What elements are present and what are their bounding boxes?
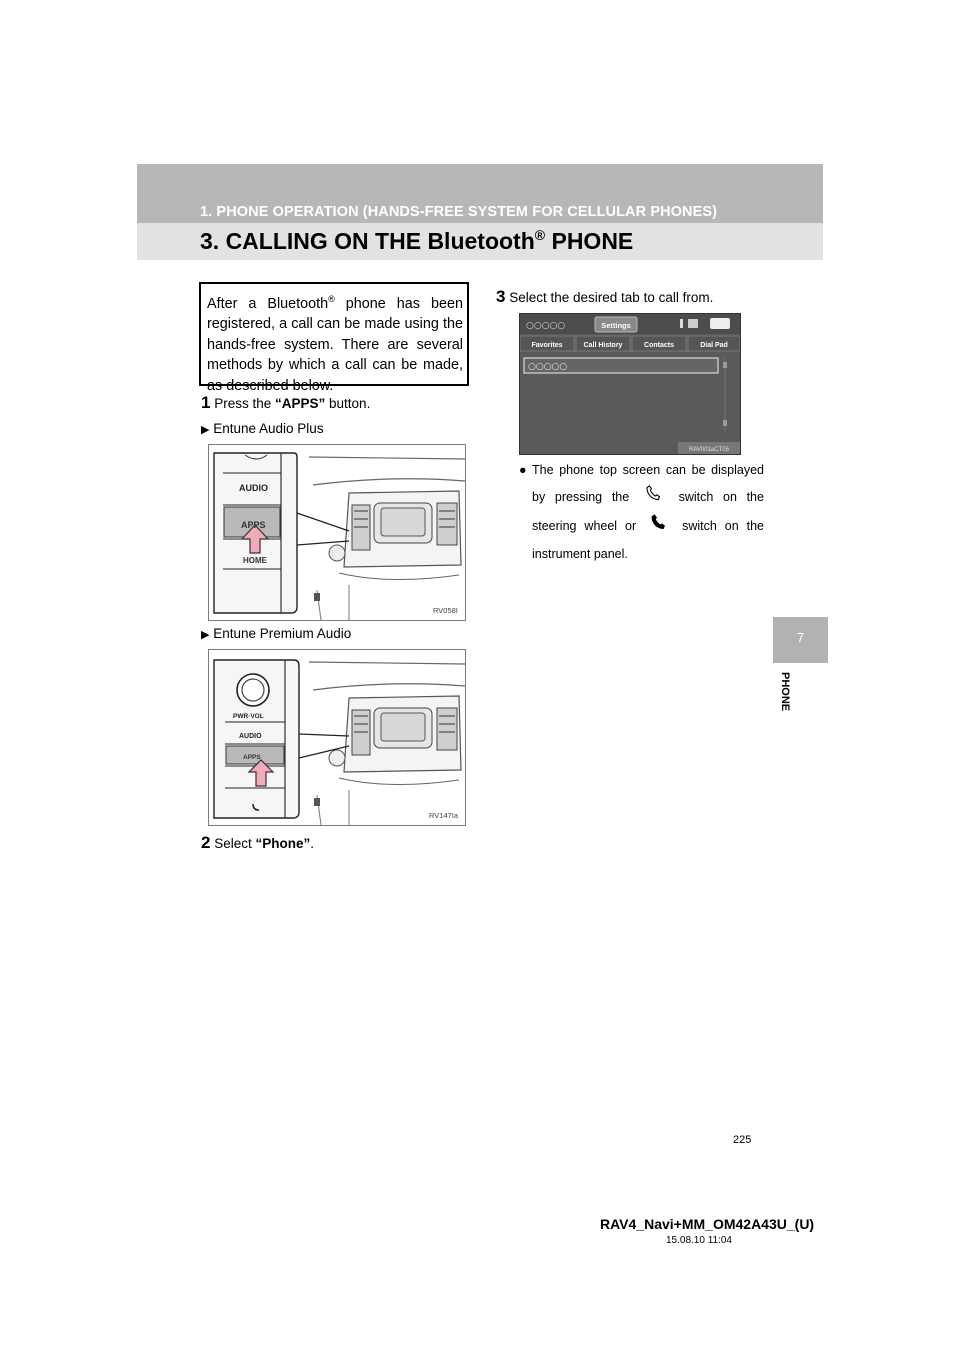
chapter-number: 7 bbox=[796, 630, 805, 645]
figure-code: RV058I bbox=[433, 606, 458, 615]
bullet-premium-audio: ▶ Entune Premium Audio bbox=[201, 626, 352, 641]
triangle-bullet-icon: ▶ bbox=[201, 629, 210, 641]
dashboard-illustration-1 bbox=[209, 445, 465, 620]
battery-icon bbox=[710, 318, 730, 329]
document-code: RAV4_Navi+MM_OM42A43U_(U) bbox=[600, 1216, 815, 1232]
note-phone-switch: ● The phone top screen can be displayed by pressing the switch on the steering wheel or switch on the instrument panel. bbox=[519, 457, 764, 567]
signal-icon bbox=[688, 319, 698, 328]
step-3: 3 Select the desired tab to call from. bbox=[496, 287, 714, 306]
intro-box: After a Bluetooth® phone has been registered, a call can be made using the hands-free system. There are several methods by which a call can be made, as described below. bbox=[199, 282, 469, 386]
bullet-dot-icon: ● bbox=[519, 463, 527, 477]
figure-code: RAV001aCT05 bbox=[689, 447, 729, 453]
tab-favorites-label: Favorites bbox=[531, 342, 563, 349]
apps-label: APPS bbox=[243, 754, 261, 761]
scroll-up-icon[interactable] bbox=[723, 362, 727, 368]
tab-contacts-label: Contacts bbox=[644, 342, 674, 349]
dashboard-illustration-2 bbox=[209, 650, 465, 825]
step-1: 1 Press the “APPS” button. bbox=[201, 393, 371, 412]
phone-solid-icon bbox=[644, 512, 674, 541]
page-title: 3. CALLING ON THE Bluetooth® PHONE bbox=[200, 227, 634, 254]
pwr-vol-label: PWR·VOL bbox=[233, 713, 264, 720]
bluetooth-icon bbox=[680, 319, 683, 328]
figure-phone-screen bbox=[519, 313, 741, 455]
svg-text:Settings: Settings bbox=[601, 321, 631, 330]
audio-label: AUDIO bbox=[239, 483, 268, 493]
figure-code: RV147Ia bbox=[429, 811, 459, 820]
page-number: 225 bbox=[733, 1134, 752, 1146]
apps-label: APPS bbox=[241, 520, 266, 530]
tab-call-history-label: Call History bbox=[583, 342, 623, 349]
audio-label: AUDIO bbox=[239, 733, 262, 740]
print-date: 15.08.10 11:04 bbox=[666, 1235, 732, 1246]
figure-premium-audio bbox=[208, 649, 466, 826]
home-label: HOME bbox=[243, 556, 267, 565]
step-2: 2 Select “Phone”. bbox=[201, 833, 315, 852]
section-label: 1. PHONE OPERATION (HANDS-FREE SYSTEM FOR CELLULAR PHONES) bbox=[200, 204, 718, 220]
tab-dial-pad-label: Dial Pad bbox=[700, 342, 728, 349]
chapter-label: PHONE bbox=[779, 672, 791, 712]
svg-text:○○○○○: ○○○○○ bbox=[528, 362, 568, 372]
phone-outline-icon bbox=[639, 483, 669, 512]
triangle-bullet-icon: ▶ bbox=[201, 424, 210, 436]
bullet-audio-plus: ▶ Entune Audio Plus bbox=[201, 421, 324, 436]
figure-audio-plus bbox=[208, 444, 466, 621]
scroll-down-icon[interactable] bbox=[723, 420, 727, 426]
screen-title: ○○○○○ bbox=[526, 321, 566, 331]
phone-screen-illustration bbox=[520, 314, 740, 454]
